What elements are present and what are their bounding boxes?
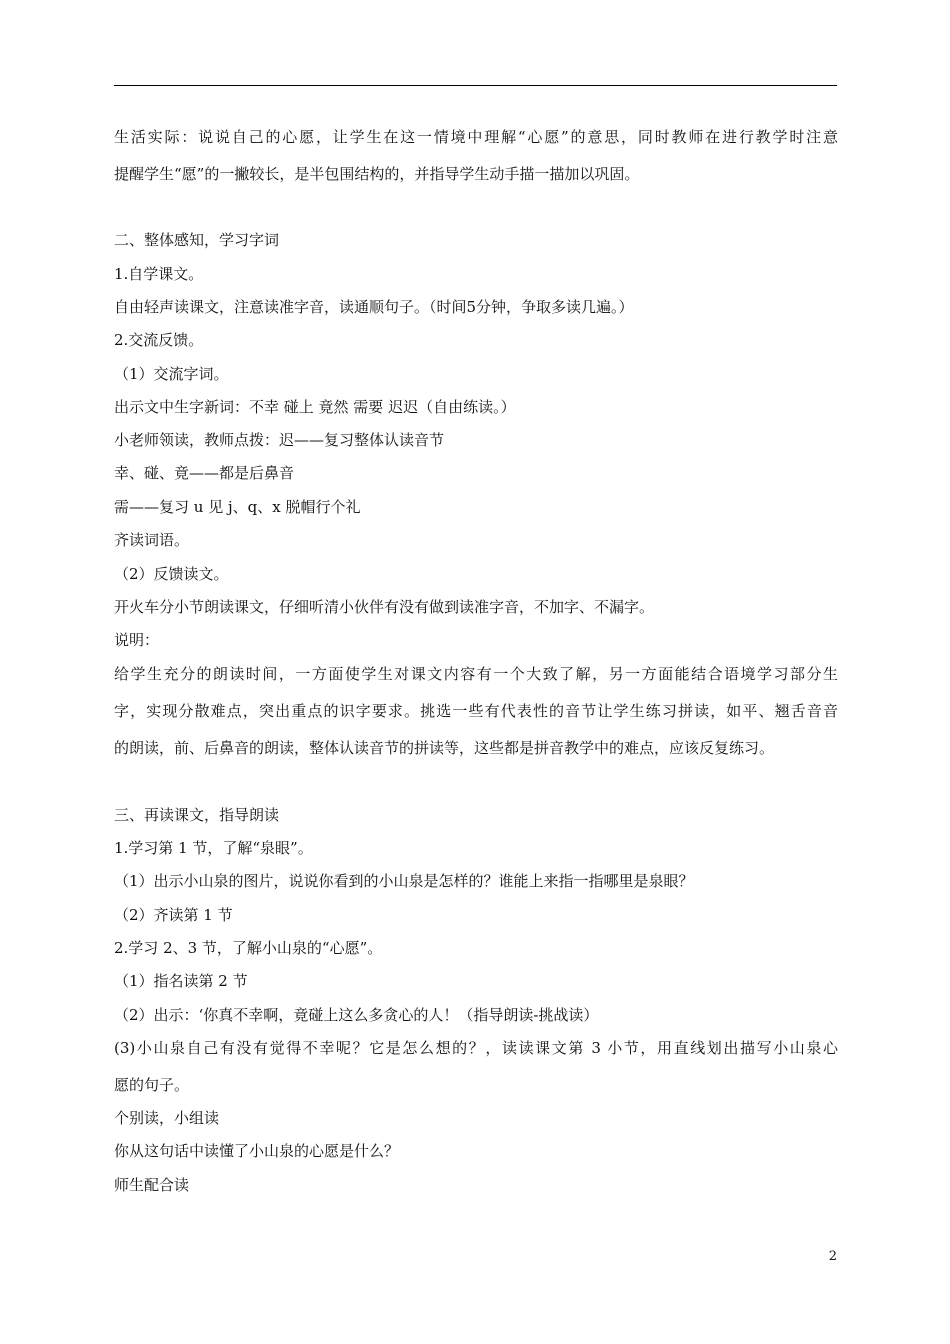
list-item: 2.交流反馈。 xyxy=(114,331,204,349)
section-heading: 二、整体感知，学习字词 xyxy=(114,231,280,249)
paragraph-line: 开火车分小节朗读课文，仔细听清小伙伴有没有做到读准字音，不加字、不漏字。 xyxy=(114,598,655,616)
paragraph-line: 字，实现分散难点，突出重点的识字要求。挑选一些有代表性的音节让学生练习拼读，如平、翘舌音音 xyxy=(114,702,838,720)
paragraph-line: 自由轻声读课文，注意读准字音，读通顺句子。（时间5分钟，争取多读几遍。） xyxy=(114,298,634,316)
list-item: 1.自学课文。 xyxy=(114,265,204,283)
paragraph-line: 小老师领读，教师点拨：迟——复习整体认读音节 xyxy=(114,431,445,449)
list-item: （2）反馈读文。 xyxy=(114,565,229,583)
list-item: （2）齐读第 1 节 xyxy=(114,906,233,924)
paragraph-line: 的朗读，前、后鼻音的朗读，整体认读音节的拼读等，这些都是拼音教学中的难点，应该反复练习。 xyxy=(114,739,775,757)
list-item: （1）出示小山泉的图片，说说你看到的小山泉是怎样的？谁能上来指一指哪里是泉眼？ xyxy=(114,872,694,890)
list-item: （2）出示：‘你真不幸啊，竟碰上这么多贪心的人！（指导朗读-挑战读） xyxy=(114,1006,599,1024)
paragraph-line: 齐读词语。 xyxy=(114,531,190,549)
paragraph-line: 给学生充分的朗读时间，一方面使学生对课文内容有一个大致了解，另一方面能结合语境学习部分生 xyxy=(114,665,838,683)
paragraph-line: 提醒学生“愿”的一撇较长，是半包围结构的，并指导学生动手描一描加以巩固。 xyxy=(114,165,640,183)
paragraph-line: 需——复习 u 见 j、q、x 脱帽行个礼 xyxy=(114,498,361,516)
page-number: 2 xyxy=(828,1249,837,1264)
paragraph-line: 说明： xyxy=(114,631,160,649)
paragraph-line: 个别读，小组读 xyxy=(114,1109,220,1127)
list-item: 1.学习第 1 节，了解“泉眼”。 xyxy=(114,839,313,857)
paragraph-line: 幸、碰、竟——都是后鼻音 xyxy=(114,464,295,482)
section-heading: 三、再读课文，指导朗读 xyxy=(114,806,280,824)
header-rule xyxy=(114,85,837,86)
list-item: （1）交流字词。 xyxy=(114,365,229,383)
paragraph-line: 师生配合读 xyxy=(114,1176,190,1194)
paragraph-line: 愿的句子。 xyxy=(114,1076,190,1094)
list-item: (3)小山泉自己有没有觉得不幸呢？它是怎么想的？，读读课文第 3 小节，用直线划出描写小山泉心 xyxy=(114,1039,838,1057)
paragraph-line: 出示文中生字新词：不幸 碰上 竟然 需要 迟迟（自由练读。） xyxy=(114,398,516,416)
list-item: 2.学习 2、3 节，了解小山泉的“心愿”。 xyxy=(114,939,383,957)
paragraph-line: 你从这句话中读懂了小山泉的心愿是什么？ xyxy=(114,1142,400,1160)
list-item: （1）指名读第 2 节 xyxy=(114,972,248,990)
paragraph-line: 生活实际：说说自己的心愿，让学生在这一情境中理解“心愿”的意思，同时教师在进行教学时注意 xyxy=(114,128,838,146)
